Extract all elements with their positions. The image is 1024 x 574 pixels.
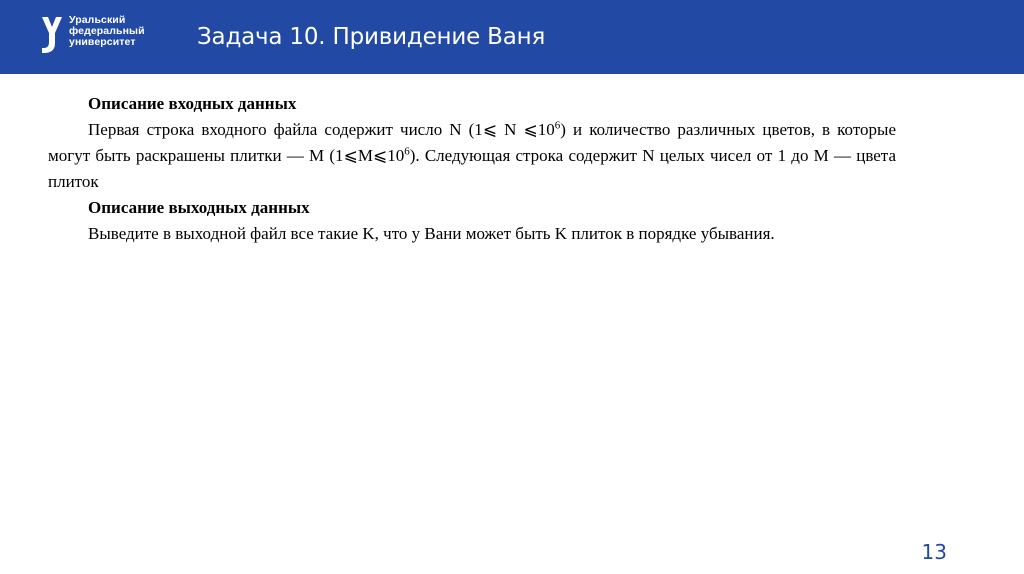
urfu-logo-icon [40, 15, 64, 55]
output-description-heading: Описание выходных данных [88, 198, 310, 217]
page-number: 13 [921, 540, 947, 564]
input-description-heading: Описание входных данных [88, 94, 297, 113]
output-description-text: Выведите в выходной файл все такие K, что у Вани может быть K плиток в порядке убывания. [88, 224, 775, 243]
logo-line-1: Уральский [69, 14, 126, 26]
university-logo [40, 15, 145, 55]
slide-content [48, 91, 896, 247]
header-bar [0, 0, 1024, 74]
logo-line-3: университет [69, 36, 136, 48]
logo-text [69, 15, 145, 48]
logo-line-2: федеральный [69, 25, 145, 37]
slide-title: Задача 10. Привидение Ваня [197, 24, 546, 50]
input-description-text: Первая строка входного файла содержит число N (1⩽ N $⩽10^6$) и количество различных цветов, в которые могут быть раскрашены плитки — M $(1⩽M⩽10^6)$. Следующая строка содержит N целых чисел от 1 до M — цвета плиток [48, 119, 897, 191]
